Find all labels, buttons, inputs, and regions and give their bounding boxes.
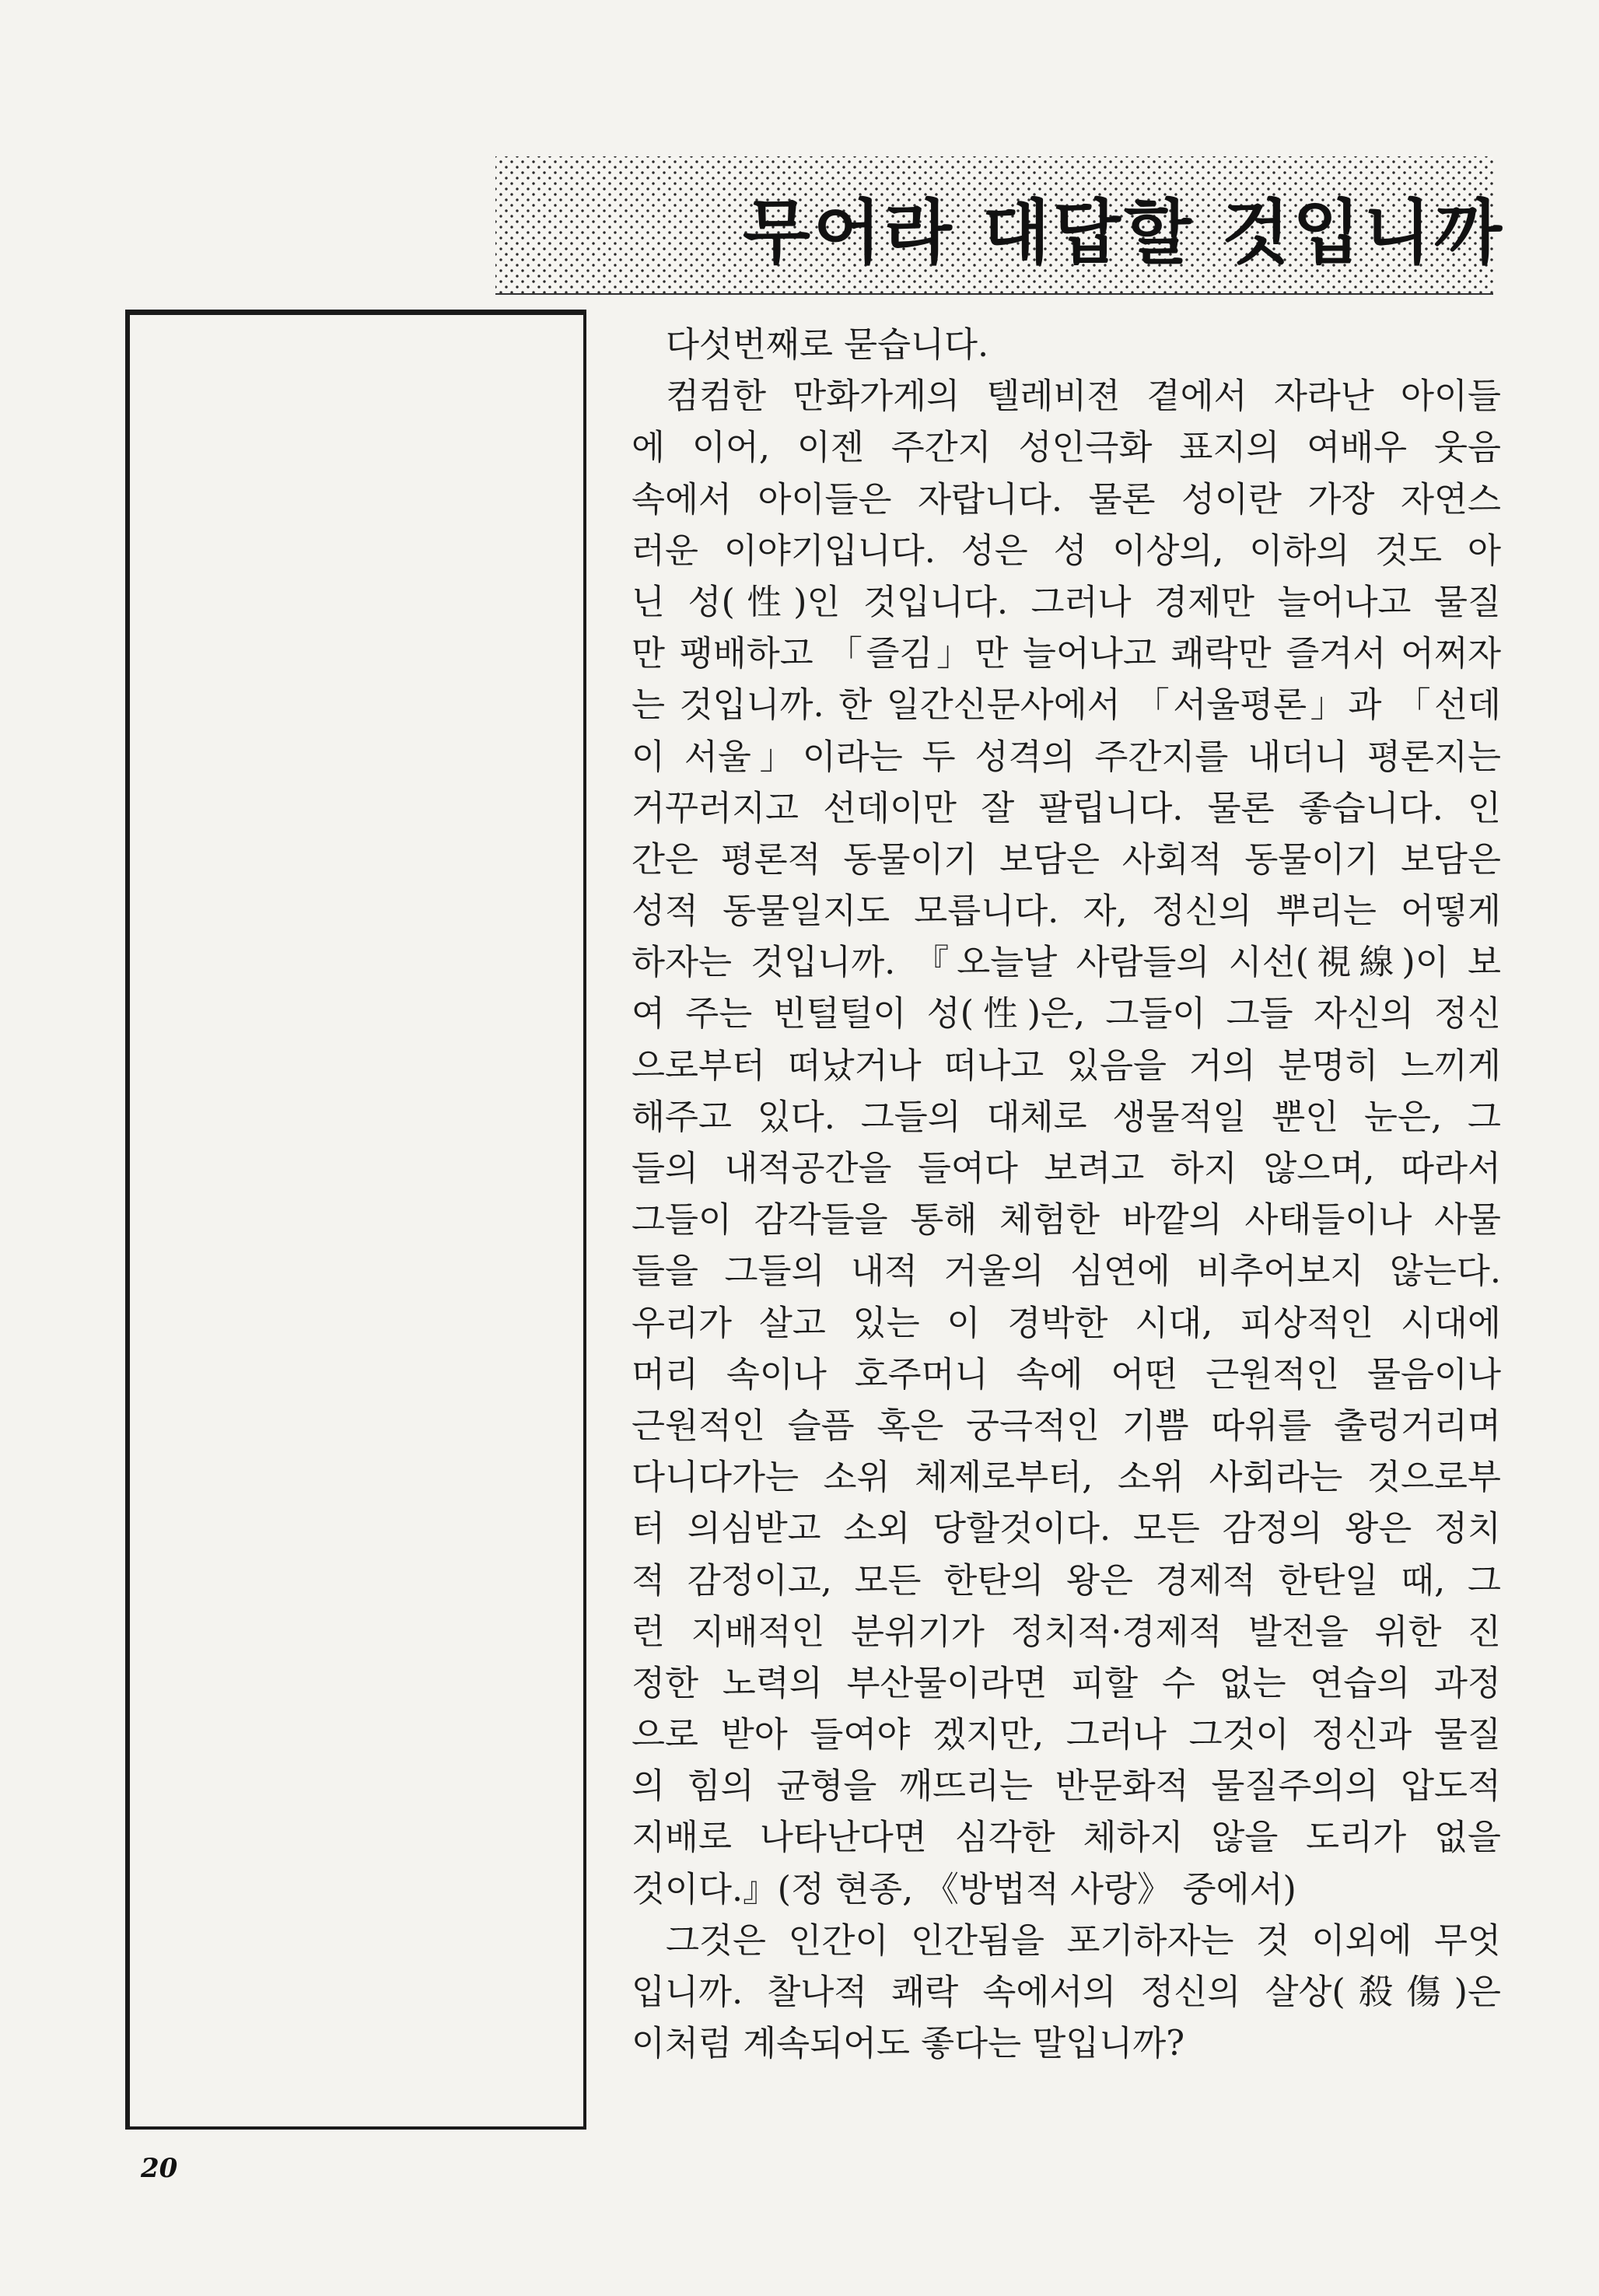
body-line: 으로부터 떠났거나 떠나고 있음을 거의 분명히 느끼게 bbox=[632, 1045, 1501, 1086]
body-line: 이처럼 계속되어도 좋다는 말입니까? bbox=[632, 2024, 1185, 2064]
body-line: 들을 그들의 내적 거울의 심연에 비추어보지 않는다. bbox=[632, 1251, 1501, 1292]
article-body bbox=[632, 320, 1501, 2140]
body-line: 간은 평론적 동물이기 보담은 사회적 동물이기 보담은 bbox=[632, 839, 1501, 880]
body-line: 닌 성(性)인 것입니다. 그러나 경제만 늘어나고 물질 bbox=[632, 582, 1501, 622]
body-line: 속에서 아이들은 자랍니다. 물론 성이란 가장 자연스 bbox=[632, 479, 1501, 520]
body-line: 근원적인 슬픔 혹은 궁극적인 기쁨 따위를 출렁거리며 bbox=[632, 1405, 1501, 1446]
body-line: 컴컴한 만화가게의 텔레비젼 곁에서 자라난 아이들 bbox=[666, 376, 1501, 417]
body-line: 우리가 살고 있는 이 경박한 시대, 피상적인 시대에 bbox=[632, 1303, 1501, 1343]
body-line: 런 지배적인 분위기가 정치적·경제적 발전을 위한 진 bbox=[632, 1612, 1501, 1652]
body-line: 입니까. 찰나적 쾌락 속에서의 정신의 살상(殺傷)은 bbox=[632, 1972, 1501, 2012]
body-line: 정한 노력의 부산물이라면 피할 수 없는 연습의 과정 bbox=[632, 1663, 1501, 1703]
body-line: 다니다가는 소위 체제로부터, 소위 사회라는 것으로부 bbox=[632, 1458, 1501, 1498]
body-line: 러운 이야기입니다. 성은 성 이상의, 이하의 것도 아 bbox=[632, 530, 1501, 571]
body-line: 것이다.』(정 현종, 《방법적 사랑》 중에서) bbox=[632, 1869, 1296, 1909]
page-title: 무어라 대답할 것입니까 bbox=[742, 192, 1506, 274]
body-line: 에 이어, 이젠 주간지 성인극화 표지의 여배우 웃음 bbox=[632, 428, 1501, 468]
body-line: 해주고 있다. 그들의 대체로 생물적일 뿐인 눈은, 그 bbox=[632, 1097, 1501, 1137]
body-line: 들의 내적공간을 들여다 보려고 하지 않으며, 따라서 bbox=[632, 1149, 1501, 1188]
body-line: 적 감정이고, 모든 한탄의 왕은 경제적 한탄일 때, 그 bbox=[632, 1560, 1501, 1601]
body-line: 으로 받아 들여야 겠지만, 그러나 그것이 정신과 물질 bbox=[632, 1715, 1501, 1755]
body-line: 하자는 것입니까. 『오늘날 사람들의 시선(視線)이 보 bbox=[632, 943, 1501, 983]
body-line: 만 팽배하고 「즐김」만 늘어나고 쾌락만 즐겨서 어쩌자 bbox=[632, 634, 1501, 674]
body-line: 그것은 인간이 인간됨을 포기하자는 것 이외에 무엇 bbox=[666, 1920, 1501, 1961]
body-line: 터 의심받고 소외 당할것이다. 모든 감정의 왕은 정치 bbox=[632, 1509, 1501, 1549]
body-line: 거꾸러지고 선데이만 잘 팔립니다. 물론 좋습니다. 인 bbox=[632, 788, 1501, 828]
image-placeholder-frame bbox=[125, 310, 586, 2130]
body-line: 여 주는 빈털털이 성(性)은, 그들이 그들 자신의 정신 bbox=[632, 994, 1501, 1034]
body-line: 다섯번째로 묻습니다. bbox=[666, 325, 989, 365]
body-line: 는 것입니까. 한 일간신문사에서 「서울평론」과 「선데 bbox=[632, 685, 1501, 726]
page-number: 20 bbox=[141, 2153, 178, 2184]
body-line: 성적 동물일지도 모릅니다. 자, 정신의 뿌리는 어떻게 bbox=[632, 891, 1501, 932]
body-line: 의 힘의 균형을 깨뜨리는 반문화적 물질주의의 압도적 bbox=[632, 1766, 1501, 1807]
body-line: 이 서울」이라는 두 성격의 주간지를 내더니 평론지는 bbox=[632, 737, 1501, 777]
body-line: 지배로 나타난다면 심각한 체하지 않을 도리가 없을 bbox=[632, 1818, 1501, 1858]
body-line: 머리 속이나 호주머니 속에 어떤 근원적인 물음이나 bbox=[632, 1354, 1501, 1395]
body-line: 그들이 감각들을 통해 체험한 바깥의 사태들이나 사물 bbox=[632, 1200, 1501, 1241]
